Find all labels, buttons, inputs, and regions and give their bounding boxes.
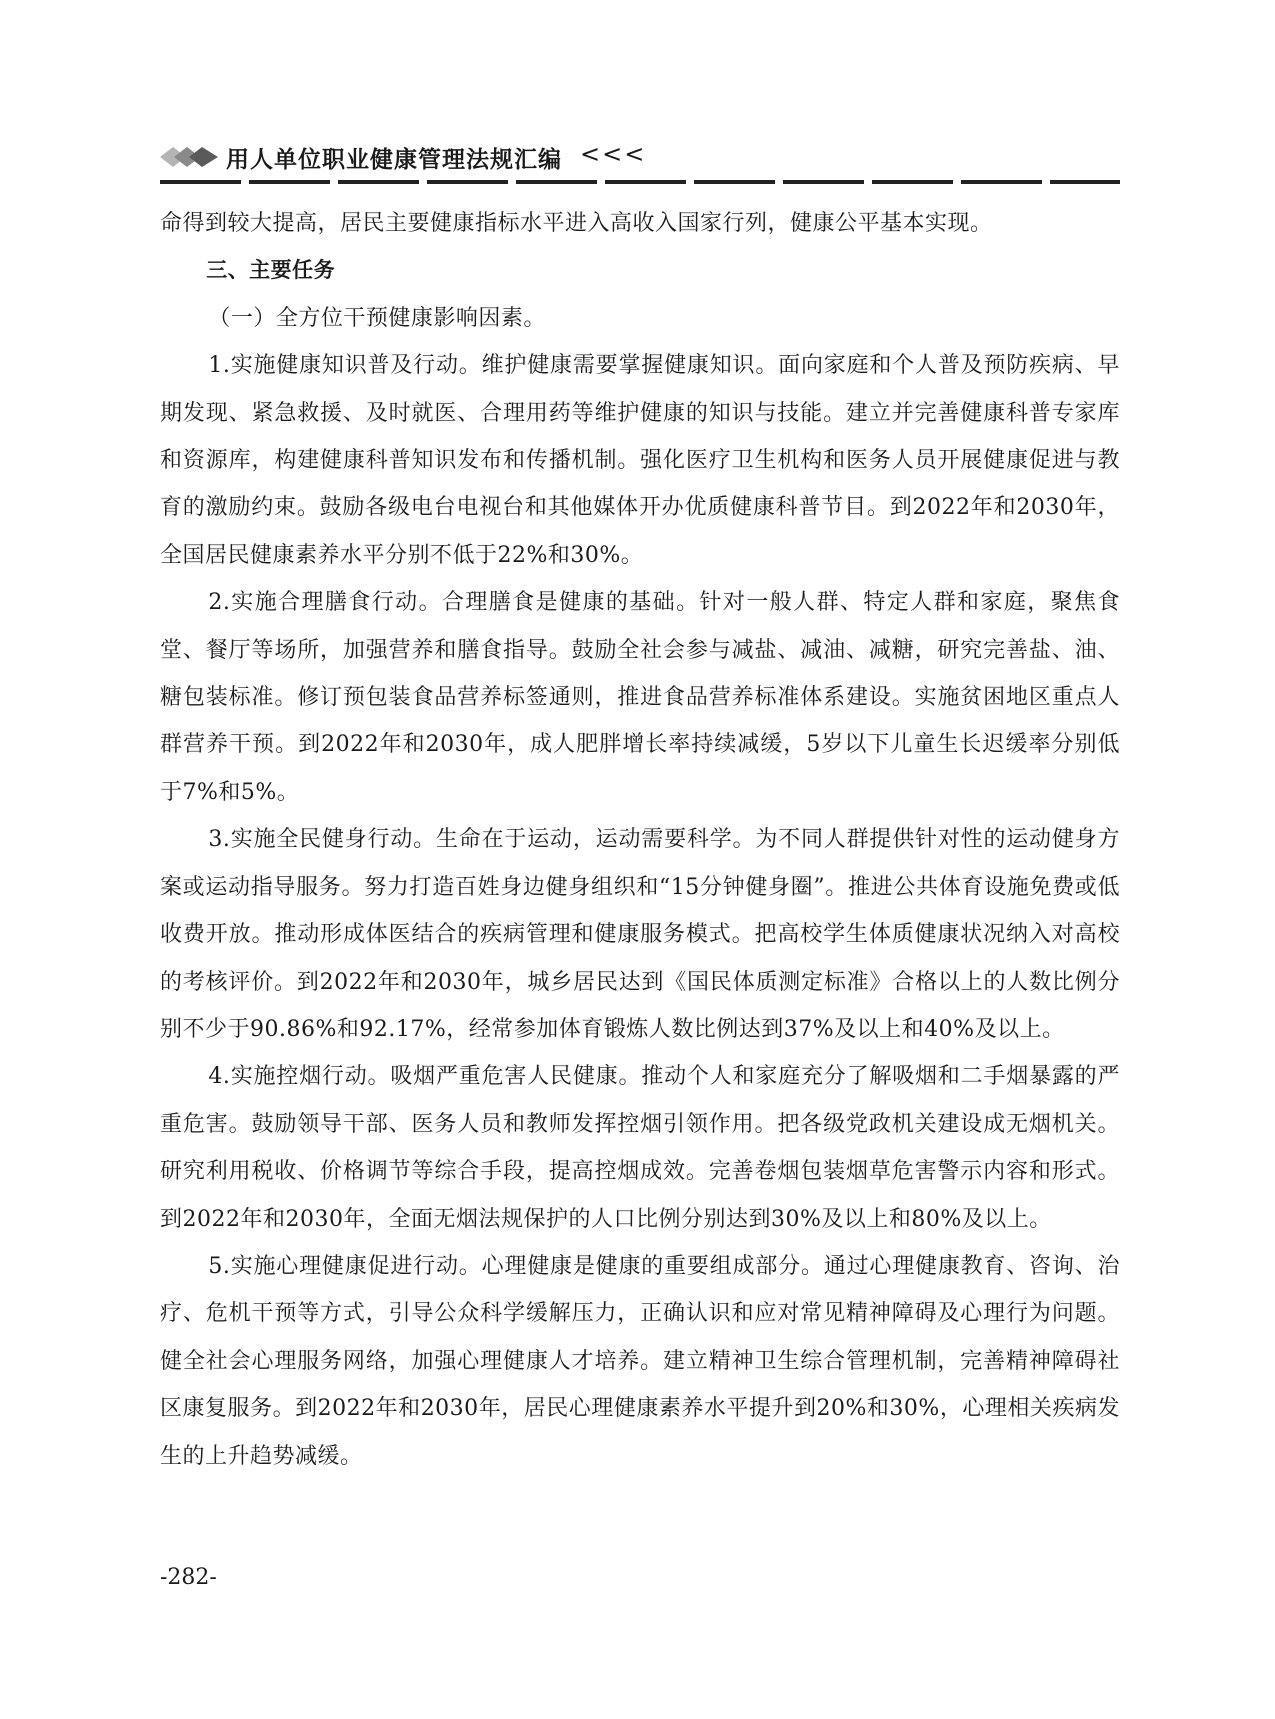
running-header [160,138,1120,182]
double-diamond-arrow-icon [160,144,220,170]
page-number: -282- [160,1565,217,1590]
paragraph-mental-health: 5.实施心理健康促进行动。心理健康是健康的重要组成部分。通过心理健康教育、咨询、治疗、危机干预等方式，引导公众科学缓解压力，正确认识和应对常见精神障碍及心理行为问题。健全社会心理服务网络，加强心理健康人才培养。建立精神卫生综合管理机制，完善精神障碍社区康复服务。到2022年和2030年，居民心理健康素养水平提升到20%和30%，心理相关疾病发生的上升趋势减缓。 [160,1253,1120,1469]
section-heading: 三、主要任务 [206,258,336,283]
paragraph-reasonable-diet: 2.实施合理膳食行动。合理膳食是健康的基础。针对一般人群、特定人群和家庭，聚焦食堂、餐厅等场所，加强营养和膳食指导。鼓励全社会参与减盐、减油、减糖，研究完善盐、油、糖包装标准。修订预包装食品营养标签通则，推进食品营养标准体系建设。实施贫困地区重点人群营养干预。到2022年和2030年，成人肥胖增长率持续减缓，5岁以下儿童生长迟缓率分别低于7%和5%。 [160,590,1120,805]
header-chevrons: <<< [580,140,647,168]
paragraph-national-fitness: 3.实施全民健身行动。生命在于运动，运动需要科学。为不同人群提供针对性的运动健身方案或运动指导服务。努力打造百姓身边健身组织和“15分钟健身圈”。推进公共体育设施免费或低收费开放。推动形成体医结合的疾病管理和健康服务模式。把高校学生体质健康状况纳入对高校的考核评价。到2022年和2030年，城乡居民达到《国民体质测定标准》合格以上的人数比例分别不少于90.86%和92.17%，经常参加体育锻炼人数比例达到37%及以上和40%及以上。 [160,827,1120,1042]
continuation-paragraph: 命得到较大提高，居民主要健康指标水平进入高收入国家行列，健康公平基本实现。 [160,211,993,236]
header-dashed-rule [160,180,1120,184]
page-body [160,200,1120,1480]
subsection-heading: （一）全方位干预健康影响因素。 [208,305,546,331]
paragraph-health-knowledge: 1.实施健康知识普及行动。维护健康需要掌握健康知识。面向家庭和个人普及预防疾病、早期发现、紧急救援、及时就医、合理用药等维护健康的知识与技能。建立并完善健康科普专家库和资源库，构建健康科普知识发布和传播机制。强化医疗卫生机构和医务人员开展健康促进与教育的激励约束。鼓励各级电台电视台和其他媒体开办优质健康科普节目。到2022年和2030年，全国居民健康素养水平分别不低于22%和30%。 [160,353,1120,568]
book-title: 用人单位职业健康管理法规汇编 [226,147,562,173]
paragraph-tobacco-control: 4.实施控烟行动。吸烟严重危害人民健康。推动个人和家庭充分了解吸烟和二手烟暴露的严重危害。鼓励领导干部、医务人员和教师发挥控烟引领作用。把各级党政机关建设成无烟机关。研究利用税收、价格调节等综合手段，提高控烟成效。完善卷烟包装烟草危害警示内容和形式。到2022年和2030年，全面无烟法规保护的人口比例分别达到30%及以上和80%及以上。 [160,1064,1120,1232]
